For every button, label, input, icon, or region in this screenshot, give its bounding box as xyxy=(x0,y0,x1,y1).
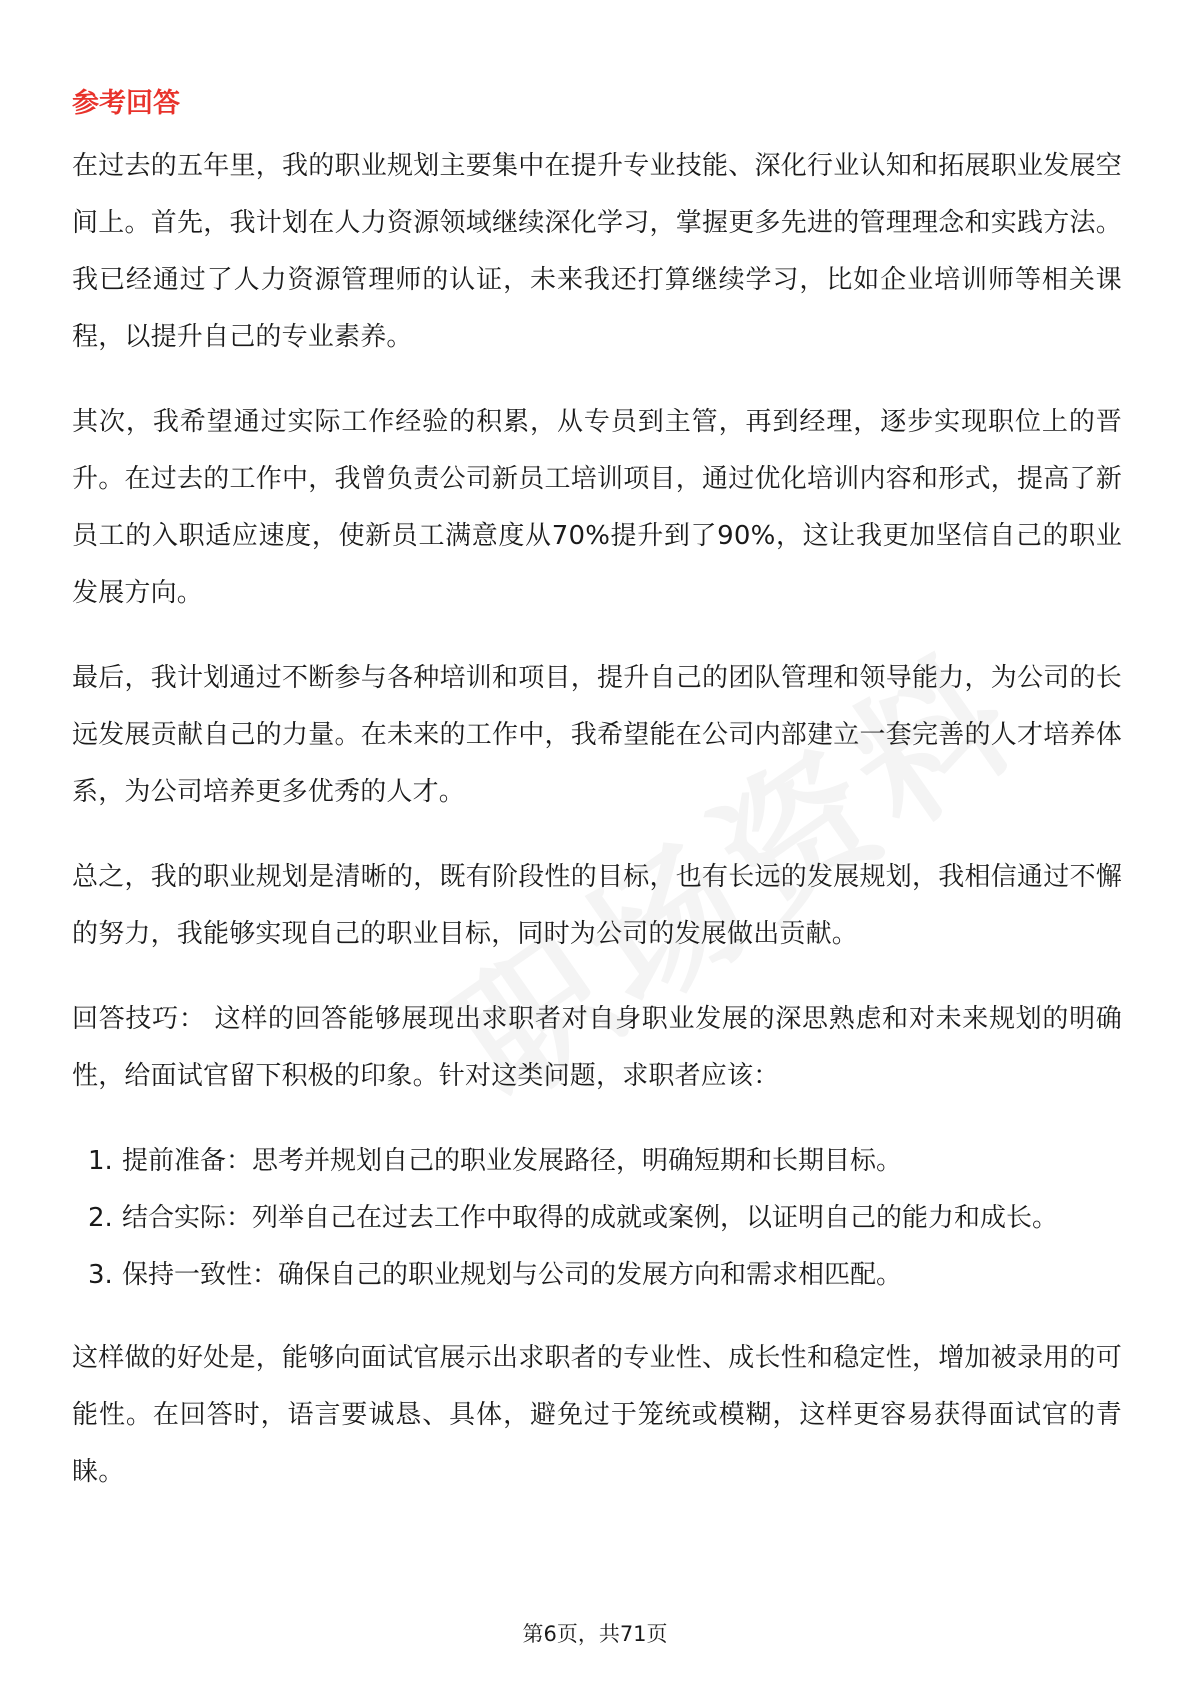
tips-number: 3. xyxy=(88,1260,113,1290)
page-footer: 第6页，共71页 xyxy=(522,1622,668,1646)
answer-paragraph-1: 在过去的五年里，我的职业规划主要集中在提升专业技能、深化行业认知和拓展职业发展空间上。首先，我计划在人力资源领域继续深化学习，掌握更多先进的管理理念和实践方法。我已经通过了人力资源管理师的认证，未来我还打算继续学习，比如企业培训师等相关课程，以提升自己的专业素养。 xyxy=(72,151,1122,352)
tips-item-1 xyxy=(72,1133,1122,1190)
tips-text: 结合实际：列举自己在过去工作中取得的成就或案例，以证明自己的能力和成长。 xyxy=(122,1203,1059,1233)
tips-item-2 xyxy=(72,1190,1122,1247)
tips-number: 2. xyxy=(88,1203,113,1233)
answer-paragraph-3: 最后，我计划通过不断参与各种培训和项目，提升自己的团队管理和领导能力，为公司的长远发展贡献自己的力量。在未来的工作中，我希望能在公司内部建立一套完善的人才培养体系，为公司培养更多优秀的人才。 xyxy=(72,663,1122,807)
tips-text: 提前准备：思考并规划自己的职业发展路径，明确短期和长期目标。 xyxy=(122,1146,903,1176)
answer-paragraph-4: 总之，我的职业规划是清晰的，既有阶段性的目标，也有长远的发展规划，我相信通过不懈的努力，我能够实现自己的职业目标，同时为公司的发展做出贡献。 xyxy=(72,862,1122,949)
tips-number: 1. xyxy=(88,1146,113,1176)
tips-intro: 回答技巧： 这样的回答能够展现出求职者对自身职业发展的深思熟虑和对未来规划的明确性，给面试官留下积极的印象。针对这类问题，求职者应该： xyxy=(72,1004,1123,1091)
answer-paragraph-2: 其次，我希望通过实际工作经验的积累，从专员到主管，再到经理，逐步实现职位上的晋升。在过去的工作中，我曾负责公司新员工培训项目，通过优化培训内容和形式，提高了新员工的入职适应速度，使新员工满意度从70%提升到了90%，这让我更加坚信自己的职业发展方向。 xyxy=(72,407,1122,608)
tips-item-3 xyxy=(72,1247,1122,1304)
tips-text: 保持一致性：确保自己的职业规划与公司的发展方向和需求相匹配。 xyxy=(122,1260,903,1290)
closing-paragraph: 这样做的好处是，能够向面试官展示出求职者的专业性、成长性和稳定性，增加被录用的可能性。在回答时，语言要诚恳、具体，避免过于笼统或模糊，这样更容易获得面试官的青睐。 xyxy=(72,1343,1122,1487)
section-title: 参考回答 xyxy=(72,88,180,119)
document-page xyxy=(72,84,1122,1529)
tips-list xyxy=(72,1133,1122,1304)
